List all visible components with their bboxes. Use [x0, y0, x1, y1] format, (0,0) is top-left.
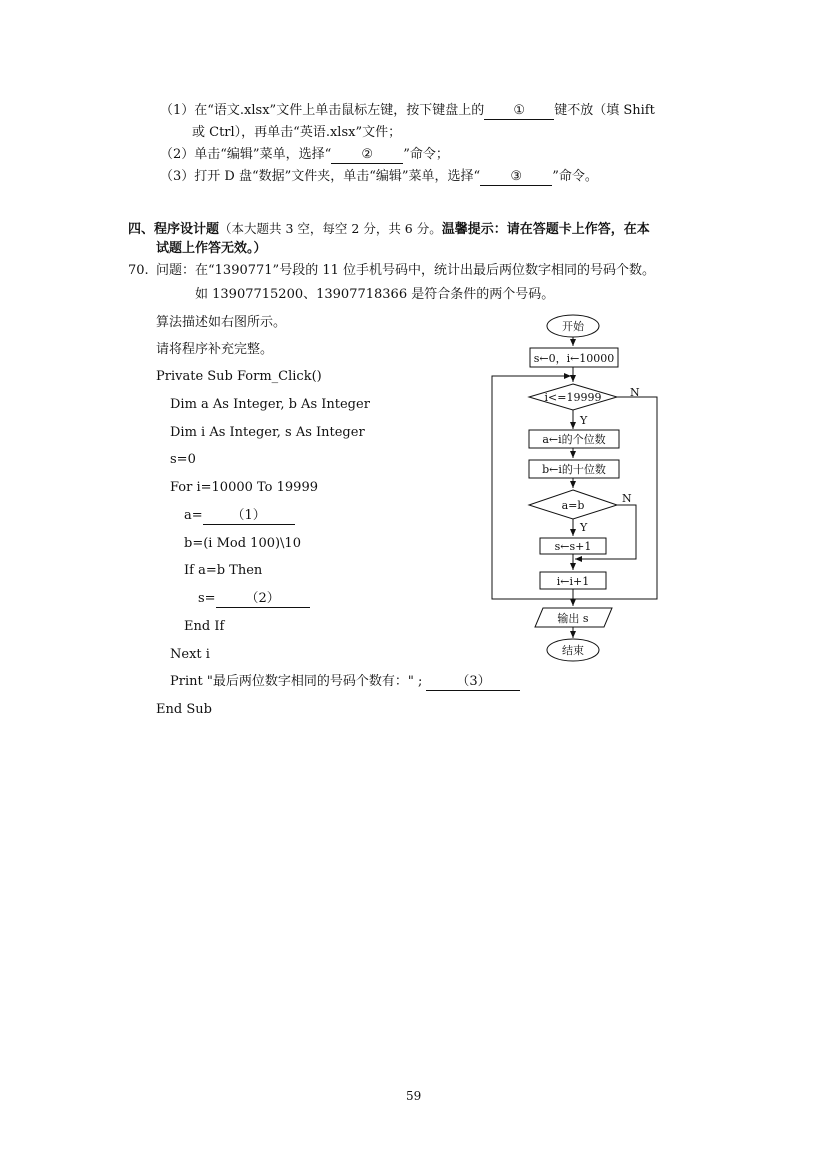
section-tip-continued: 试题上作答无效。）	[156, 241, 267, 256]
section-tip: 温馨提示：请在答题卡上作答，在本	[441, 222, 650, 237]
code-line-endsub: End Sub	[156, 702, 212, 717]
section-title: 四、程序设计题	[128, 222, 220, 237]
flow-increment-s-label: s←s+1	[554, 540, 592, 553]
question-text: 问题：在“1390771”号段的 11 位手机号码中，统计出最后两位数字相同的号码个数。	[156, 263, 655, 278]
code-line-s0: s=0	[170, 452, 196, 467]
flow-step-a-label: a←i的个位数	[542, 433, 606, 446]
code-line-for: For i=10000 To 19999	[170, 480, 318, 495]
code-blank-2: （2）	[216, 591, 310, 608]
step-1-continued: 或 Ctrl），再单击“英语.xlsx”文件；	[192, 125, 402, 140]
flow-output-label: 输出 s	[557, 612, 589, 625]
question-number: 70.	[128, 263, 149, 278]
answer-blank-1: ①	[484, 103, 554, 120]
code-line-if: If a=b Then	[184, 563, 263, 578]
code-blank-3: （3）	[426, 674, 520, 691]
algorithm-description: 算法描述如右图所示。	[156, 315, 287, 330]
code-s-assign: s=	[198, 591, 216, 606]
flow-init-label: s←0，i←10000	[533, 352, 615, 365]
flow-yes-label-2: Y	[580, 521, 588, 534]
flow-yes-label: Y	[580, 414, 588, 427]
step-1-text-end: 键不放（填 Shift	[554, 103, 655, 118]
code-line-dim-ab: Dim a As Integer, b As Integer	[170, 397, 370, 412]
instruction: 请将程序补充完整。	[156, 342, 274, 357]
answer-blank-2: ②	[331, 147, 403, 164]
code-line-b: b=(i Mod 100)\10	[184, 536, 301, 551]
page-number: 59	[406, 1089, 422, 1103]
step-2-text: （2）单击“编辑”菜单，选择“	[160, 147, 332, 162]
step-3-text-end: ”命令。	[552, 169, 598, 184]
code-line-sub: Private Sub Form_Click()	[156, 369, 322, 384]
flow-match-condition-label: a=b	[561, 499, 585, 512]
flow-end-label: 结束	[562, 644, 584, 657]
code-line-dim-is: Dim i As Integer, s As Integer	[170, 425, 365, 440]
flow-start-label: 开始	[562, 320, 584, 333]
code-line-next: Next i	[170, 647, 210, 662]
flow-loop-condition-label: i<=19999	[544, 391, 602, 404]
section-note: （本大题共 3 空，每空 2 分，共 6 分。	[219, 221, 442, 236]
flow-increment-i-label: i←i+1	[556, 575, 590, 588]
code-a-assign: a=	[184, 508, 203, 523]
step-2-text-end: ”命令；	[403, 147, 449, 162]
code-line-endif: End If	[184, 619, 225, 634]
code-blank-1: （1）	[203, 508, 295, 525]
flow-no-label-2: N	[622, 492, 632, 505]
flow-step-b-label: b←i的十位数	[542, 463, 606, 476]
code-print: Print "最后两位数字相同的号码个数有：" ;	[170, 674, 423, 689]
flow-no-label: N	[630, 386, 640, 399]
answer-blank-3: ③	[480, 169, 552, 186]
step-3-text: （3）打开 D 盘“数据”文件夹，单击“编辑”菜单，选择“	[160, 169, 481, 184]
question-example: 如 13907715200、13907718366 是符合条件的两个号码。	[195, 287, 555, 302]
step-1-text: （1）在“语文.xlsx”文件上单击鼠标左键，按下键盘上的	[160, 103, 485, 118]
